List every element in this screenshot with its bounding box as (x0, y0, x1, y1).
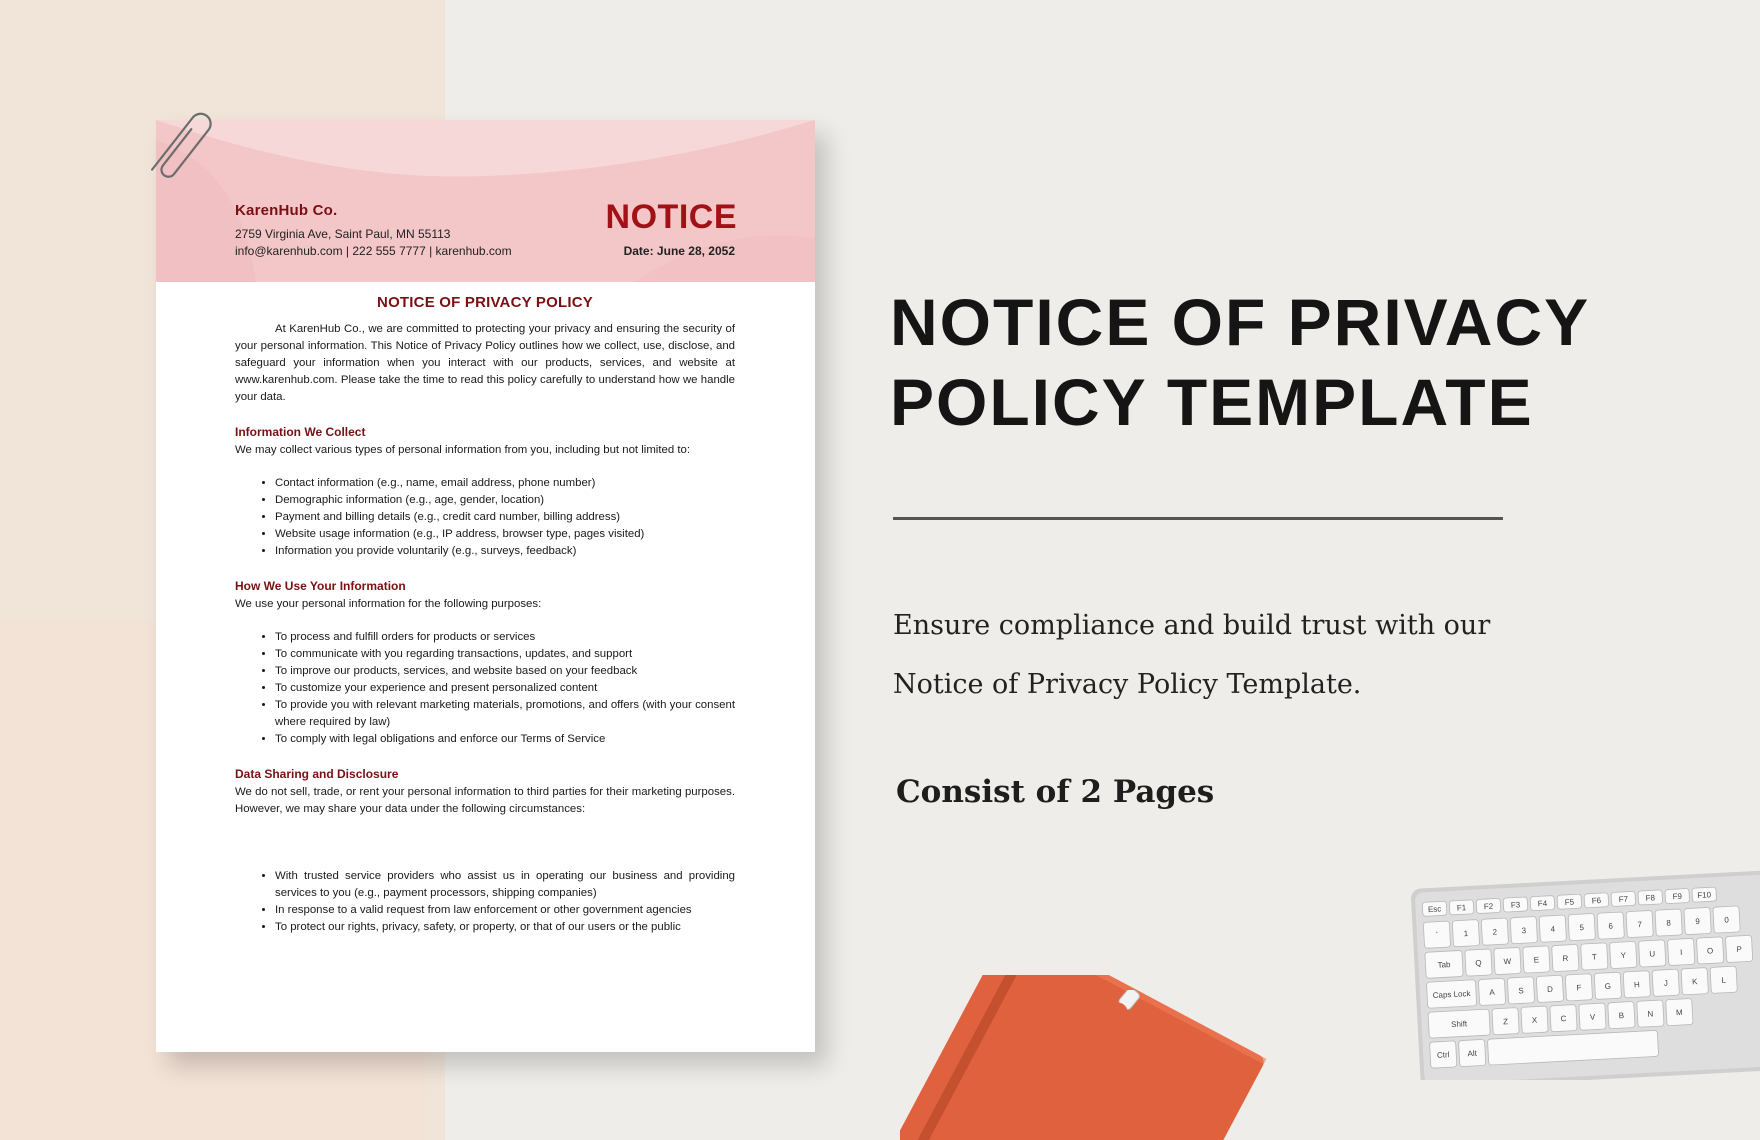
list-item: • To comply with legal obligations and enforce our Terms of Service (275, 731, 735, 748)
section-text: We use your personal information for the following purposes: (235, 598, 542, 610)
list-item: • Information you provide voluntarily (e.g., surveys, feedback) (275, 543, 735, 560)
keyboard-key-label: K (1691, 977, 1698, 987)
keyboard-key-label: 1 (1463, 929, 1469, 939)
keyboard-key-label: J (1663, 978, 1669, 988)
keyboard-key-label: 9 (1695, 916, 1701, 927)
keyboard-key-label: 3 (1521, 926, 1527, 936)
section-heading: How We Use Your Information (235, 579, 406, 593)
keyboard-key-label: Y (1620, 950, 1627, 961)
notice-date: Date: June 28, 2052 (623, 244, 735, 258)
keyboard-key-label: P (1736, 944, 1743, 955)
keyboard-key-label: R (1562, 953, 1569, 964)
section-list (235, 868, 735, 936)
keyboard-key-label: W (1503, 956, 1512, 967)
paperclip-icon (136, 94, 226, 194)
list-item: • To improve our products, services, and website based on your feedback (275, 663, 735, 680)
section-list (235, 475, 735, 560)
keyboard-key-label: Z (1502, 1017, 1509, 1027)
keyboard-key-label: 4 (1550, 924, 1556, 934)
document-page (156, 120, 815, 1052)
keyboard-key-label: F9 (1672, 891, 1683, 902)
keyboard-key-label: 8 (1666, 918, 1672, 928)
document-body (235, 294, 735, 936)
keyboard-key-label: U (1649, 949, 1656, 959)
keyboard-key-label: Shift (1450, 1019, 1468, 1030)
hero-divider (893, 517, 1503, 520)
keyboard-key-label: X (1531, 1015, 1538, 1025)
keyboard-key-label: I (1679, 947, 1683, 957)
list-item: • Payment and billing details (e.g., credit card number, billing address) (275, 509, 735, 526)
section-text: We do not sell, trade, or rent your personal information to third parties for their marketing purposes. However, we may share your data under the following circumstances: (235, 786, 735, 815)
list-item: • To process and fulfill orders for products or services (275, 629, 735, 646)
list-item: • In response to a valid request from law enforcement or other government agencies (275, 902, 735, 919)
keyboard-key-label: F2 (1483, 901, 1494, 912)
hero-title-line: NOTICE OF PRIVACY (890, 285, 1591, 359)
keyboard-key-label: A (1489, 987, 1495, 998)
keyboard-key-label: F1 (1456, 903, 1467, 913)
keyboard-key-label: ` (1435, 930, 1439, 940)
document-title: NOTICE OF PRIVACY POLICY (377, 294, 593, 311)
hero-title-line: POLICY TEMPLATE (890, 365, 1534, 439)
keyboard-key-label: Caps Lock (1432, 989, 1471, 1000)
list-item: • Website usage information (e.g., IP address, browser type, pages visited) (275, 526, 735, 543)
keyboard-key-label: 2 (1492, 927, 1498, 937)
keyboard-key-label: F8 (1645, 893, 1656, 903)
hero-description-line: Ensure compliance and build trust with our (893, 610, 1491, 641)
keyboard-key-label: T (1591, 952, 1598, 962)
keyboard-key-label: Alt (1467, 1048, 1478, 1059)
intro-paragraph: At KarenHub Co., we are committed to protecting your privacy and ensuring the security of your personal information. This Notice of Privacy Policy outlines how we collect, use, disclose, and safeguard your information when you interact with our products, services, and website at www.karenhub.com. Please take the time to read this policy carefully to understand how we handle your data. (235, 323, 735, 403)
keyboard-key-label: Esc (1427, 904, 1442, 915)
keyboard-key-label: N (1647, 1009, 1654, 1019)
list-item: • To protect our rights, privacy, safety, or property, or that of our users or the public (275, 919, 735, 936)
keyboard-key-label: G (1604, 981, 1612, 991)
keyboard-key-label: F4 (1537, 898, 1548, 909)
keyboard-key-label: O (1706, 946, 1714, 956)
keyboard-key-label: Ctrl (1436, 1050, 1450, 1060)
keyboard-key-label: M (1675, 1007, 1683, 1018)
section-heading: Information We Collect (235, 425, 366, 439)
section-heading: Data Sharing and Disclosure (235, 767, 399, 781)
keyboard-key-label: F3 (1510, 900, 1521, 910)
pen-icon (1110, 990, 1340, 1140)
keyboard-key-label: H (1633, 980, 1640, 990)
keyboard-graphic (1410, 860, 1760, 1080)
keyboard-key-label: V (1589, 1012, 1596, 1022)
hero-description (893, 596, 1543, 714)
keyboard-key-label: D (1546, 984, 1554, 995)
company-name: KarenHub Co. (235, 202, 338, 219)
keyboard-key-label: L (1721, 975, 1727, 985)
keyboard-key-label: Q (1475, 958, 1482, 968)
list-item: • Contact information (e.g., name, email address, phone number) (275, 475, 735, 492)
keyboard-key-label: C (1560, 1014, 1567, 1024)
keyboard-key-label: F5 (1564, 897, 1575, 907)
list-item: • To communicate with you regarding transactions, updates, and support (275, 646, 735, 663)
keyboard-key-label: 7 (1637, 919, 1643, 930)
keyboard-key-label: 5 (1579, 923, 1585, 933)
keyboard-key-label: F10 (1697, 890, 1712, 901)
notice-heading: NOTICE (605, 198, 737, 236)
list-item: • With trusted service providers who assist us in operating our business and providing services to you (e.g., payment processors, shipping companies) (275, 868, 735, 902)
section-text: We may collect various types of personal information from you, including but not limited to: (235, 444, 690, 456)
keyboard-key-label: 0 (1724, 915, 1730, 925)
keyboard-key-label: B (1618, 1011, 1625, 1021)
keyboard-key-label: F7 (1618, 894, 1629, 905)
company-address: 2759 Virginia Ave, Saint Paul, MN 55113 (235, 227, 451, 241)
section-list (235, 629, 735, 748)
company-contact: info@karenhub.com | 222 555 7777 | karenhub.com (235, 244, 512, 258)
document-header (156, 120, 815, 282)
hero-title (890, 282, 1710, 442)
list-item: • Demographic information (e.g., age, gender, location) (275, 492, 735, 509)
keyboard-key-label: F6 (1591, 896, 1602, 906)
hero-page-count: Consist of 2 Pages (896, 774, 1215, 810)
list-item: • To provide you with relevant marketing materials, promotions, and offers (with your consent where required by law) (275, 697, 735, 731)
list-item: • To customize your experience and present personalized content (275, 680, 735, 697)
keyboard-key-label: Tab (1437, 960, 1451, 970)
keyboard-key-label: 6 (1608, 921, 1614, 931)
keyboard-key-label: F (1576, 983, 1582, 993)
keyboard-key-label: S (1518, 986, 1524, 996)
keyboard-key-label: E (1533, 955, 1540, 965)
keyboard (1410, 860, 1760, 1085)
hero-description-line: Notice of Privacy Policy Template. (893, 669, 1362, 700)
